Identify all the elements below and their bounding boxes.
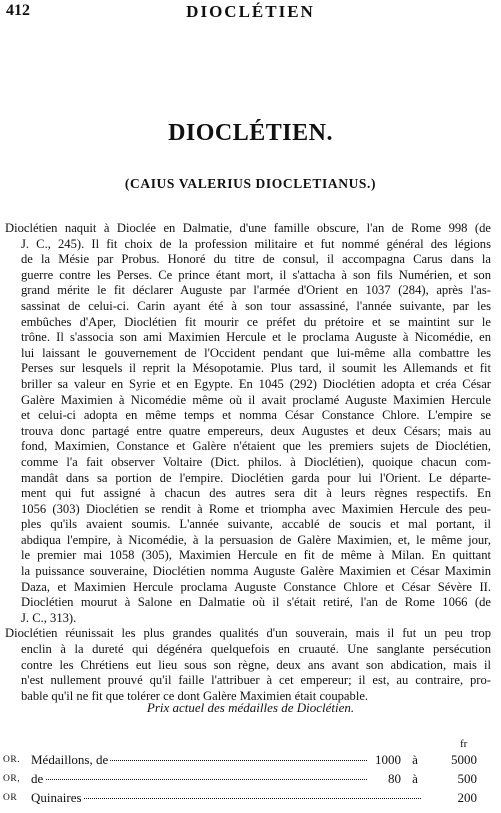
text-line: briller sa valeur en Syrie et en Egypte. En 1045 (292) Dioclétien adopta et créa César xyxy=(21,376,491,391)
text-line: contre les Chrétiens eut lieu sous son règne, deux ans avant son abdication, mais il xyxy=(21,657,491,672)
text-line: 1056 (303) Dioclétien se rendit à Rome et triompha avec Maximien Hercule des peu- xyxy=(21,501,491,516)
text-line: et celui-ci adopta en même temps et nomma César Constance Chlore. L'empire se xyxy=(21,408,491,423)
text-line: J. C., 245). Il fit choix de la profession militaire et fut nommé général des légions xyxy=(21,236,491,251)
price-to: 200 xyxy=(457,790,477,805)
text-line: comme l'a fait observer Voltaire (Dict. philos. à Dioclétien), quoique chacun com- xyxy=(21,454,491,469)
text-line: enclin à la dureté qui dégénéra quelquefois en cruauté. Une sanglante persécution xyxy=(21,642,491,657)
text-line: ment qui fut assigné à chacun des autres sera dit à leurs règnes respectifs. En xyxy=(21,486,491,501)
price-heading: Prix actuel des médailles de Dioclétien. xyxy=(146,700,355,715)
text-line: Dioclétien naquit à Dioclée en Dalmatie, d'une famille obscure, l'an de Rome 998 (de xyxy=(5,221,491,235)
leader-dots xyxy=(31,798,421,799)
text-line: Dioclétien réunissait les plus grandes qualités d'un souverain, mais il fut un peu trop xyxy=(5,626,491,641)
price-to: 5000 xyxy=(451,752,477,767)
text-line: abdiqua l'empire, à Nicomédie, à la persuasion de Galère Maximien, et, le même jour, xyxy=(21,532,491,547)
text-line: le premier mai 1058 (305), Maximien Hercule en fit de même à Milan. En quittant xyxy=(21,548,491,563)
text-line: J. C., 313). xyxy=(21,610,77,625)
text-line: n'est nullement prouvé qu'il faille l'attribuer à cet empereur; il est, au contraire, pro- xyxy=(21,673,491,688)
text-line: trône. Il s'associa son ami Maximien Hercule et le proclama Auguste à Nicomédie, en xyxy=(21,330,491,345)
price-label: Quinaires xyxy=(31,790,82,805)
text-line: trouva donc partagé entre quatre empereurs, deux Augustes et deux Césars; mais au xyxy=(21,423,491,438)
price-from: 1000 xyxy=(375,752,401,767)
metal-label: OR, xyxy=(3,774,21,784)
text-line: la puissance souveraine, Dioclétien nomma Auguste Galère Maximien et César Maximin xyxy=(21,564,491,579)
text-line: Perses sur lesquels il reprit la Mésopotamie. Plus tard, il soumit les Allemands et fit xyxy=(21,361,491,376)
text-line: guerre contre les Perses. Ce prince étant mort, il s'attacha à son fils Numérien, et son xyxy=(21,267,491,282)
leader-dots xyxy=(31,779,367,780)
price-label: Médaillons, de xyxy=(31,752,109,767)
metal-label: OR xyxy=(3,793,18,803)
price-row xyxy=(3,771,477,789)
page-number: 412 xyxy=(6,2,30,19)
text-line: Daza, et Maximien Hercule proclama Auguste Constance Chlore et César Sévère II. xyxy=(21,579,491,594)
text-line: sassinat de celui-ci. Carin ayant été à son tour assassiné, l'année suivante, par les xyxy=(21,298,491,313)
article-title: DIOCLÉTIEN. xyxy=(168,120,333,146)
text-line: fond, Maximien, Constance et Galère n'étaient que les premiers sujets de Dioclétien, xyxy=(21,439,491,454)
price-separator: à xyxy=(412,752,418,767)
price-from: 80 xyxy=(388,771,401,786)
price-to: 500 xyxy=(457,771,477,786)
biography-text xyxy=(5,221,491,704)
running-head: DIOCLÉTIEN xyxy=(186,2,315,21)
text-line: Dioclétien mourut à Salone en Dalmatie où il s'était retiré, l'an de Rome 1066 (de xyxy=(21,595,491,610)
text-line: mandât dans sa portion de l'empire. Dioclétien garda pour lui l'Orient. Le départe- xyxy=(21,470,491,485)
text-line: ples qu'ils avaient soumis. L'année suivante, accablé de soucis et mal portant, il xyxy=(21,517,491,532)
text-line: bable qu'il ne fit que tolérer ce dont Galère Maximien était coupable. xyxy=(21,688,369,703)
article-subtitle: (CAIUS VALERIUS DIOCLETIANUS.) xyxy=(124,176,377,191)
text-line: lui laissant le gouvernement de l'Occident pendant que lui-même alla combattre les xyxy=(21,345,491,360)
price-row xyxy=(3,752,477,770)
text-line: de la Mésie par Probus. Honoré du titre de consul, il accompagna Carus dans la xyxy=(21,252,491,267)
price-label: de xyxy=(31,771,44,786)
text-line: embûches d'Aper, Dioclétien fit mourir ce préfet du prétoire et se maintint sur le xyxy=(21,314,491,329)
price-separator: à xyxy=(412,771,418,786)
price-unit: fr xyxy=(460,738,468,750)
text-line: grand mérite le fit déclarer Auguste par l'armée d'Orient en 1037 (284), après l'as- xyxy=(21,283,491,298)
metal-label: OR. xyxy=(3,755,21,765)
price-row xyxy=(3,790,477,808)
text-line: Galère Maximien à Nicomédie même où il avait proclamé Auguste Maximien Hercule xyxy=(21,392,491,407)
